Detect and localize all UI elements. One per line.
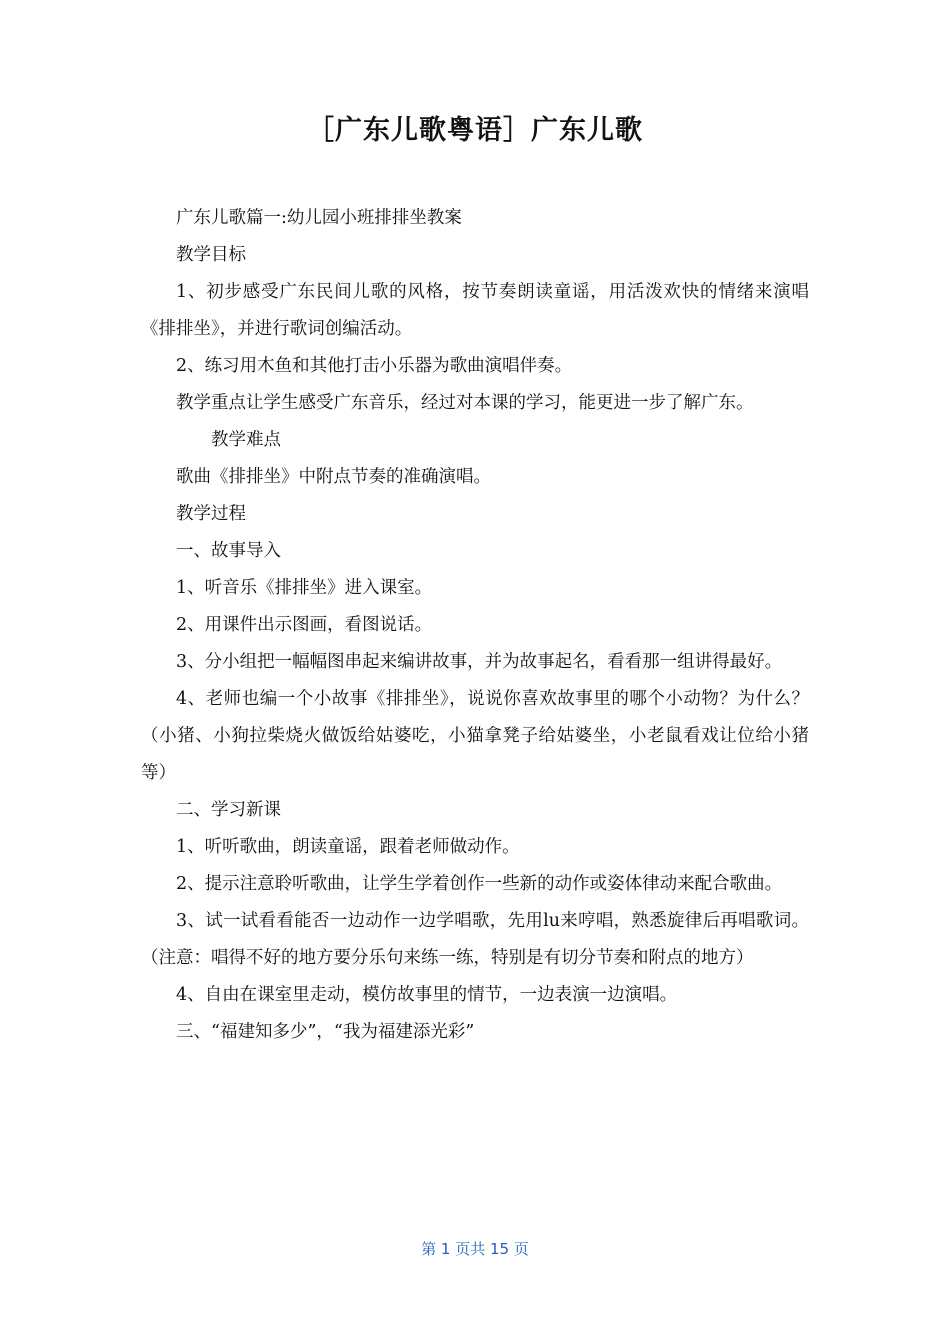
- paragraph: 1、听音乐《排排坐》进入课室。: [176, 578, 433, 598]
- document-title: ［广东儿歌粤语］广东儿歌: [307, 115, 643, 146]
- section-heading: 一、故事导入: [176, 541, 281, 561]
- paragraph: 4、自由在课室里走动，模仿故事里的情节，一边表演一边演唱。: [176, 985, 678, 1005]
- section-heading: 二、学习新课: [176, 800, 281, 820]
- paragraph: 2、用课件出示图画，看图说话。: [176, 615, 433, 635]
- paragraph: 教学重点让学生感受广东音乐，经过对本课的学习，能更进一步了解广东。: [176, 393, 754, 413]
- paragraph: 1、初步感受广东民间儿歌的风格，按节奏朗读童谣，用活泼欢快的情绪来演唱《排排坐》，并进行歌词创编活动。: [141, 282, 809, 339]
- paragraph: 1、听听歌曲，朗读童谣，跟着老师做动作。: [176, 837, 520, 857]
- section-heading: 三、“福建知多少”，“我为福建添光彩”: [176, 1022, 475, 1042]
- paragraph: 歌曲《排排坐》中附点节奏的准确演唱。: [176, 467, 491, 487]
- section-heading: 教学过程: [176, 504, 246, 524]
- section-heading: 教学难点: [211, 430, 281, 450]
- paragraph: 3、试一试看看能否一边动作一边学唱歌，先用lu来哼唱，熟悉旋律后再唱歌词。（注意：唱得不好的地方要分乐句来练一练，特别是有切分节奏和附点的地方）: [141, 911, 809, 968]
- section-heading: 教学目标: [176, 245, 246, 265]
- paragraph: 3、分小组把一幅幅图串起来编讲故事，并为故事起名，看看那一组讲得最好。: [176, 652, 783, 672]
- document-body: [141, 200, 809, 1051]
- paragraph: 2、练习用木鱼和其他打击小乐器为歌曲演唱伴奏。: [176, 356, 573, 376]
- section-heading: 广东儿歌篇一:幼儿园小班排排坐教案: [176, 208, 462, 228]
- page-number: 第 1 页共 15 页: [421, 1240, 529, 1258]
- paragraph: 2、提示注意聆听歌曲，让学生学着创作一些新的动作或姿体律动来配合歌曲。: [176, 874, 783, 894]
- paragraph: 4、老师也编一个小故事《排排坐》，说说你喜欢故事里的哪个小动物？为什么？（小猪、小狗拉柴烧火做饭给姑婆吃，小猫拿凳子给姑婆坐，小老鼠看戏让位给小猪等）: [141, 689, 809, 783]
